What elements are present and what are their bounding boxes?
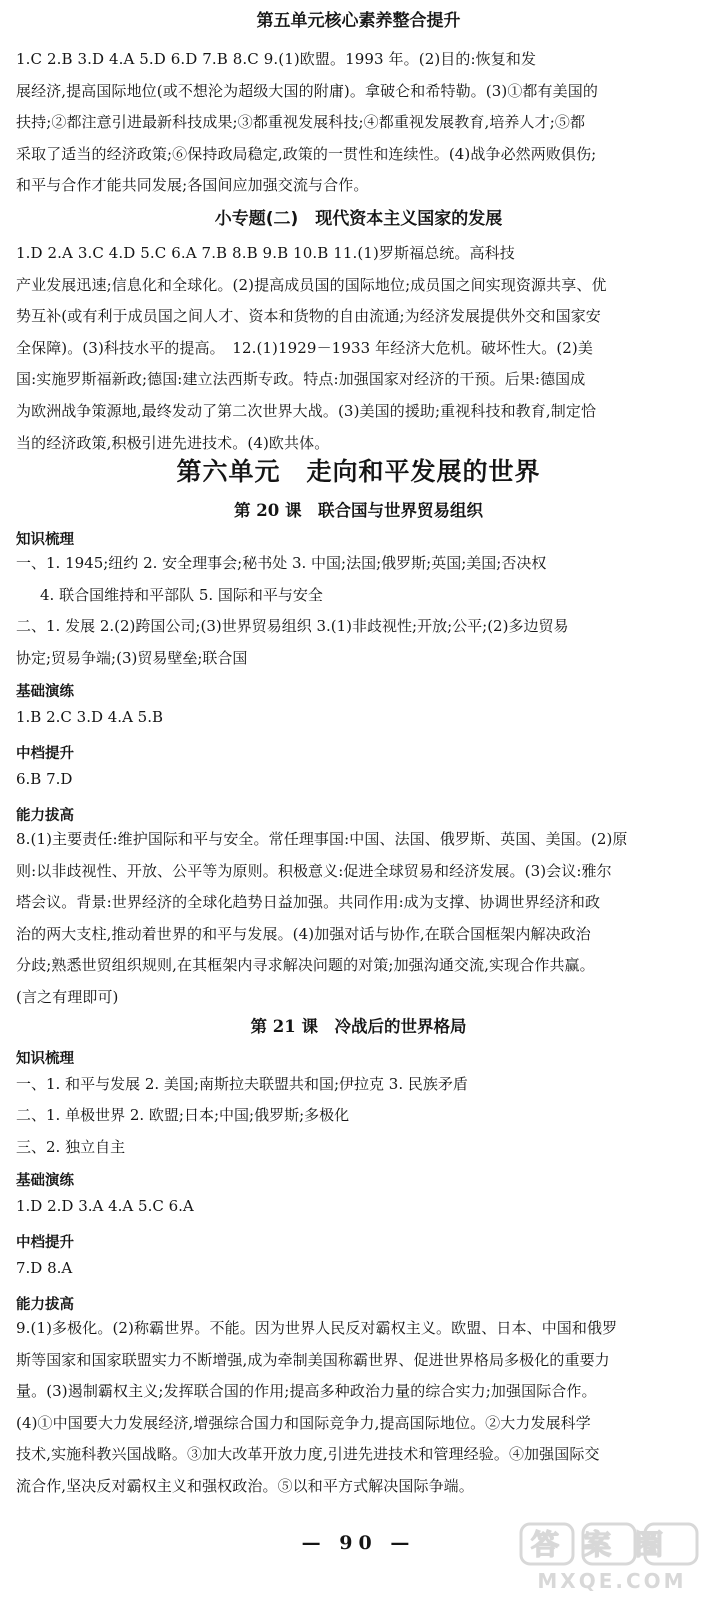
lesson20-zhongdang-answers: 6.B 7.D [16, 770, 73, 788]
text-line: 为欧洲战争策源地,最终发动了第二次世界大战。(3)美国的援助;重视科技和教育,制定恰 [16, 401, 597, 420]
lesson20-jichu-label: 基础演练 [16, 684, 74, 700]
lesson20-title: 第 20 课 联合国与世界贸易组织 [234, 501, 483, 520]
text-line: 全保障)。(3)科技水平的提高。 12.(1)1929－1933 年经济大危机。破坏性大。(2)美 [16, 338, 593, 357]
text-line: 治的两大支柱,推动着世界的和平与发展。(4)加强对话与协作,在联合国框架内解决政治 [16, 924, 591, 943]
lesson20-jichu-answers: 1.B 2.C 3.D 4.A 5.B [16, 708, 164, 726]
lesson20-zhongdang-label: 中档提升 [16, 746, 74, 762]
lesson20-zhishi-line: 一、1. 1945;纽约 2. 安全理事会;秘书处 3. 中国;法国;俄罗斯;英国;美国;否决权 [16, 554, 547, 572]
lesson20-zhishi-line: 4. 联合国维持和平部队 5. 国际和平与安全 [40, 586, 323, 604]
watermark-text: 答案圈 [530, 1528, 688, 1561]
lesson20-zhishi-line: 二、1. 发展 2.(2)跨国公司;(3)世界贸易组织 3.(1)非歧视性;开放;公平;(2)多边贸易 [16, 617, 569, 635]
text-line: 塔会议。背景:世界经济的全球化趋势日益加强。共同作用:成为支撑、协调世界经济和政 [16, 893, 601, 912]
lesson21-nengli-answers [16, 1313, 706, 1503]
text-line: (4)①中国要大力发展经济,增强综合国力和国际竞争力,提高国际地位。②大力发展科学 [16, 1413, 591, 1432]
text-line: 当的经济政策,积极引进先进技术。(4)欧共体。 [16, 433, 330, 452]
lesson21-title: 第 21 课 冷战后的世界格局 [250, 1017, 467, 1036]
text-line: 产业发展迅速;信息化和全球化。(2)提高成员国的国际地位;成员国之间实现资源共享、优 [16, 275, 607, 294]
lesson20-zhishi-label: 知识梳理 [16, 532, 74, 548]
lesson21-zhongdang-answers: 7.D 8.A [16, 1259, 73, 1277]
text-line: 扶持;②都注意引进最新科技成果;③都重视发展科技;④都重视发展教育,培养人才;⑤都 [16, 113, 586, 132]
lesson21-jichu-answers: 1.D 2.D 3.A 4.A 5.C 6.A [16, 1197, 194, 1215]
text-line: 9.(1)多极化。(2)称霸世界。不能。因为世界人民反对霸权主义。欧盟、日本、中国和俄罗 [16, 1319, 618, 1337]
lesson21-zhishi-label: 知识梳理 [16, 1051, 74, 1067]
lesson21-nengli-label: 能力拔高 [16, 1297, 74, 1313]
text-line: 势互补(或有利于成员国之间人才、资本和货物的自由流通;为经济发展提供外交和国家安 [16, 307, 601, 326]
unit5-review-answers [16, 44, 706, 202]
text-line: 1.D 2.A 3.C 4.D 5.C 6.A 7.B 8.B 9.B 10.B 11.(1)罗斯福总统。高科技 [16, 244, 515, 262]
lesson21-zhongdang-label: 中档提升 [16, 1235, 74, 1251]
lesson20-nengli-label: 能力拔高 [16, 808, 74, 824]
topic2-title: 小专题(二) 现代资本主义国家的发展 [214, 209, 503, 229]
text-line: 采取了适当的经济政策;⑥保持政局稳定,政策的一贯性和连续性。(4)战争必然两败俱伤; [16, 144, 597, 163]
text-line: 量。(3)遏制霸权主义;发挥联合国的作用;提高多种政治力量的综合实力;加强国际合作。 [16, 1382, 597, 1401]
text-line: 则:以非歧视性、开放、公平等为原则。积极意义:促进全球贸易和经济发展。(3)会议:雅尔 [16, 861, 612, 880]
topic2-answers [16, 238, 706, 459]
unit6-title: 第六单元 走向和平发展的世界 [176, 457, 541, 486]
text-line: 国:实施罗斯福新政;德国:建立法西斯专政。特点:加强国家对经济的干预。后果:德国成 [16, 370, 586, 389]
lesson20-nengli-answers [16, 824, 706, 1014]
text-line: 斯等国家和国家联盟实力不断增强,成为牵制美国称霸世界、促进世界格局多极化的重要力 [16, 1350, 610, 1369]
lesson20-zhishi-line: 协定;贸易争端;(3)贸易壁垒;联合国 [16, 649, 248, 667]
watermark-logo [517, 1520, 707, 1594]
lesson21-zhishi-line: 一、1. 和平与发展 2. 美国;南斯拉夫联盟共和国;伊拉克 3. 民族矛盾 [16, 1075, 468, 1093]
text-line: 8.(1)主要责任:维护国际和平与安全。常任理事国:中国、法国、俄罗斯、英国、美国。(2)原 [16, 830, 628, 848]
lesson21-zhishi-line: 二、1. 单极世界 2. 欧盟;日本;中国;俄罗斯;多极化 [16, 1106, 350, 1124]
lesson21-jichu-label: 基础演练 [16, 1173, 74, 1189]
watermark-url: MXQE.COM [537, 1569, 687, 1593]
page-number: — 90 — [301, 1532, 416, 1554]
lesson21-zhishi-line: 三、2. 独立自主 [16, 1138, 126, 1156]
text-line: 1.C 2.B 3.D 4.A 5.D 6.D 7.B 8.C 9.(1)欧盟。1993 年。(2)目的:恢复和发 [16, 50, 537, 68]
text-line: 和平与合作才能共同发展;各国间应加强交流与合作。 [16, 176, 369, 195]
text-line: 展经济,提高国际地位(或不想沦为超级大国的附庸)。拿破仑和希特勒。(3)①都有美国的 [16, 81, 598, 100]
text-line: 分歧;熟悉世贸组织规则,在其框架内寻求解决问题的对策;加强沟通交流,实现合作共赢。 [16, 956, 595, 975]
text-line: (言之有理即可) [16, 987, 119, 1006]
unit5-review-title: 第五单元核心素养整合提升 [256, 11, 461, 31]
text-line: 技术,实施科教兴国战略。③加大改革开放力度,引进先进技术和管理经验。④加强国际交 [16, 1445, 600, 1464]
text-line: 流合作,坚决反对霸权主义和强权政治。⑤以和平方式解决国际争端。 [16, 1476, 474, 1495]
